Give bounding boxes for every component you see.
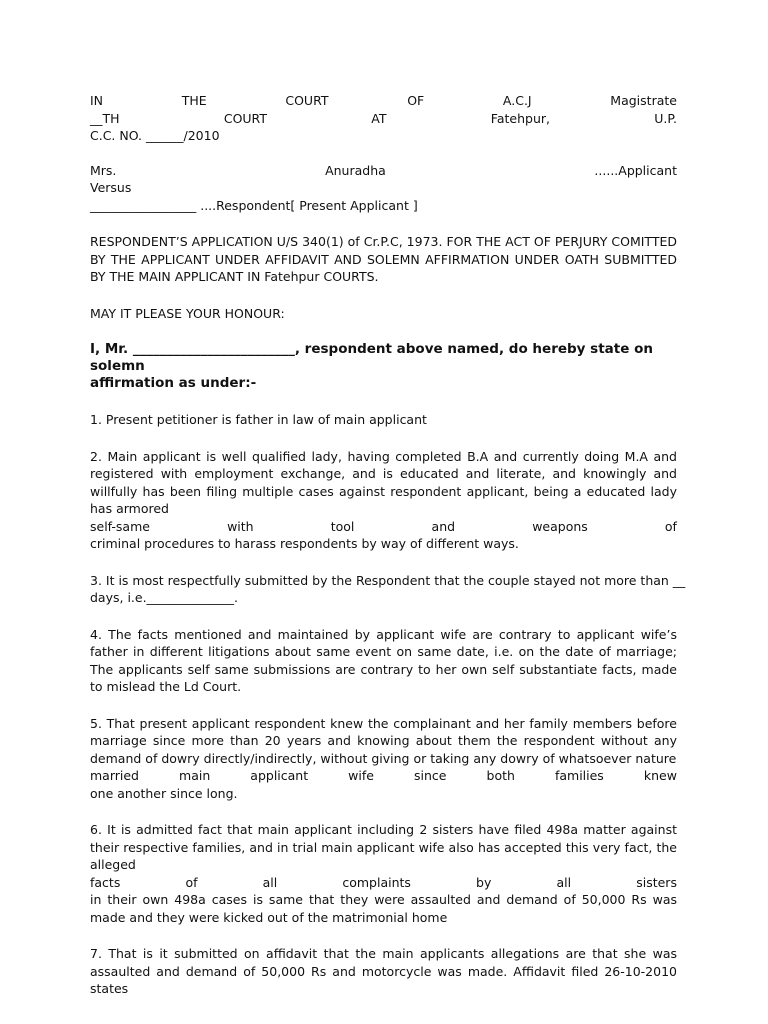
court-word: Magistrate [610, 93, 677, 108]
point-3: 3. It is most respectfully submitted by the Respondent that the couple stayed not more than __ [90, 572, 686, 588]
spread-word: knew [643, 768, 677, 783]
spread-word: of [185, 874, 198, 890]
court-word: COURT [223, 110, 267, 126]
court-word: THE [181, 93, 207, 108]
court-word: COURT [285, 93, 329, 108]
affirmation-heading [90, 341, 677, 392]
spread-word: main [179, 768, 211, 783]
spread-word: with [227, 518, 254, 534]
spread-word: married [90, 768, 139, 783]
point-4: 4. The facts mentioned and maintained by applicant wife are contrary to applicant wife’s father in different litigations about same event on same date, i.e. on the date of marriage; The applicants self same submissions are contrary to her own self substantiate facts, made to mislead the Ld Court. [90, 626, 677, 694]
spread-word: complaints [342, 874, 411, 890]
spread-word: and [431, 518, 456, 534]
point-5-spread-line [90, 767, 677, 785]
case-number: C.C. NO. ______/2010 [90, 128, 220, 143]
document-page [90, 92, 686, 998]
spread-word: applicant [250, 768, 309, 783]
court-word: __TH [90, 110, 120, 126]
affirmation-row: I, Mr. ________________________, respondent above named, do hereby state on [90, 341, 653, 357]
court-word: IN [90, 93, 104, 108]
spread-word: both [486, 768, 515, 783]
court-word: U.P. [654, 110, 677, 126]
court-line-2 [90, 110, 677, 128]
spread-word: wife [348, 768, 374, 783]
point-6-end: in their own 498a cases is same that they were assaulted and demand of 50,000 Rs was made and they were kicked out of the matrimonial home [90, 892, 677, 925]
point-6: 6. It is admitted fact that main applicant including 2 sisters have filed 498a matter against their respective families, and in trial main applicant wife also has accepted this very fact, the alleged [90, 822, 677, 872]
point-2: 2. Main applicant is well qualified lady, having completed B.A and currently doing M.A and registered with employment exchange, and is educated and literate, and knowingly and willfully has been filing multiple cases against respondent applicant, being a educated lady has armored [90, 448, 677, 516]
court-word: AT [371, 110, 387, 126]
court-line-1 [90, 92, 677, 110]
spread-word: self-same [90, 518, 150, 534]
spread-word: since [414, 768, 447, 783]
affirmation-row: affirmation as under:- [90, 375, 257, 391]
point-1: 1. Present petitioner is father in law of main applicant [90, 412, 427, 427]
applicant-name: Anuradha [325, 162, 386, 178]
spread-word: all [262, 874, 278, 890]
versus-text: Versus [90, 180, 132, 195]
spread-word: facts [90, 874, 121, 890]
point-6-spread-line [90, 874, 677, 892]
point-2-end: criminal procedures to harass respondents by way of different ways. [90, 536, 519, 551]
parties-line [90, 162, 677, 180]
respondent-line: _________________ ....Respondent[ Present Applicant ] [90, 197, 418, 213]
spread-word: all [556, 874, 572, 890]
spread-word: of [664, 518, 677, 534]
point-7: 7. That is it submitted on affidavit that the main applicants allegations are that she was assaulted and demand of 50,000 Rs and motorcycle was made. Affidavit filed 26-10-2010 states [90, 946, 677, 996]
application-title: RESPONDENT’S APPLICATION U/S 340(1) of Cr.P.C, 1973. FOR THE ACT OF PERJURY COMITTED BY THE APPLICANT UNDER AFFIDAVIT AND SOLEMN AFFIRMATION UNDER OATH SUBMITTED BY THE MAIN APPLICANT IN Fatehpur COURTS. [90, 234, 677, 284]
spread-word: weapons [532, 518, 588, 534]
affirmation-row: solemn [90, 358, 145, 374]
court-word: A.C.J [502, 93, 532, 108]
party-word: Mrs. [90, 162, 117, 178]
court-word: Fatehpur, [490, 110, 550, 126]
point-2-spread-line [90, 518, 677, 536]
court-word: OF [407, 93, 425, 108]
spread-word: sisters [636, 874, 677, 890]
point-5: 5. That present applicant respondent knew the complainant and her family members before marriage since more than 20 years and knowing about them the respondent without any demand of dowry directly/indirectly, without giving or taking any dowry of whatsoever nature [90, 715, 677, 766]
point-3-end: days, i.e.______________. [90, 590, 239, 605]
spread-word: tool [330, 518, 355, 534]
spread-word: by [476, 874, 492, 890]
salutation: MAY IT PLEASE YOUR HONOUR: [90, 305, 285, 321]
party-role: ......Applicant [594, 162, 677, 178]
spread-word: families [554, 768, 604, 783]
point-5-end: one another since long. [90, 785, 238, 801]
